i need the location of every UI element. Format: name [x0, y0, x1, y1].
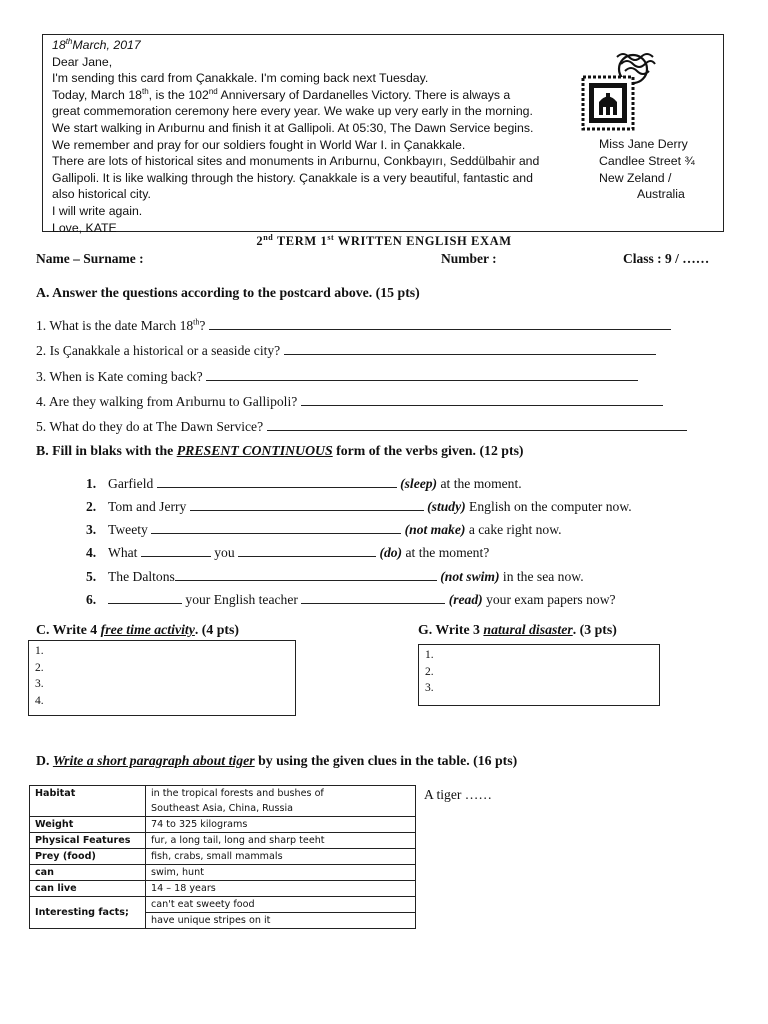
question-4: 4. Are they walking from Arıburnu to Gallipoli? [36, 393, 663, 410]
letter-line: Today, March 18th, is the 102nd Anniversary of Dardanelles Victory. There is always a [52, 86, 511, 102]
fill-blank-6a[interactable] [108, 591, 182, 604]
fill-item-6: 6. your English teacher (read) your exam papers now? [86, 592, 616, 607]
table-row [30, 849, 416, 865]
letter-line: Gallipoli. It is like walking through the history. Çanakkale is a very beautiful, fantastic and [52, 170, 533, 185]
answer-blank-5[interactable] [267, 418, 687, 431]
weight-label: Weight [30, 817, 146, 833]
table-row [30, 833, 416, 849]
habitat-value: in the tropical forests and bushes of Southeast Asia, China, Russia [146, 786, 416, 817]
section-c-heading: C. Write 4 free time activity. (4 pts) [36, 622, 239, 637]
number-label: Number : [441, 251, 497, 266]
answer-blank-2[interactable] [284, 342, 656, 355]
list-item: 1. [35, 645, 44, 657]
list-item: 2. [35, 661, 44, 674]
can-label: can [30, 865, 146, 881]
address-line: New Zeland / [599, 170, 672, 185]
address-line: Miss Jane Derry [599, 137, 688, 151]
question-1: 1. What is the date March 18th? [36, 317, 671, 334]
facts-value-1: can't eat sweety food [146, 897, 416, 913]
physical-value: fur, a long tail, long and sharp teeht [146, 833, 416, 849]
list-item: 2. [425, 665, 434, 678]
postage-stamp-icon [577, 47, 657, 135]
prey-label: Prey (food) [30, 849, 146, 865]
fill-blank-5[interactable] [175, 568, 437, 581]
class-label: Class : 9 / …… [623, 251, 710, 266]
fill-item-5: 5. The Daltons (not swim) in the sea now. [86, 569, 584, 584]
fill-item-3: 3. Tweety (not make) a cake right now. [86, 522, 562, 537]
letter-line: We remember and pray for our soldiers fought in World War I. in Çanakkale. [52, 137, 466, 152]
fill-item-1: 1. Garfield (sleep) at the moment. [86, 476, 522, 491]
table-row [30, 786, 416, 817]
section-g-heading: G. Write 3 natural disaster. (3 pts) [418, 622, 617, 637]
fill-blank-4a[interactable] [141, 544, 211, 557]
table-row [30, 881, 416, 897]
section-b-heading: B. Fill in blaks with the PRESENT CONTINUOUS form of the verbs given. (12 pts) [36, 443, 524, 458]
letter-line: great commemoration ceremony here every year. We wake up very early in the morning. [52, 104, 533, 119]
question-5: 5. What do they do at The Dawn Service? [36, 418, 687, 435]
answer-blank-4[interactable] [301, 393, 663, 406]
question-2: 2. Is Çanakkale a historical or a seaside city? [36, 342, 656, 359]
address-line: Candlee Street ¾ [599, 153, 695, 168]
postcard-address [599, 136, 695, 203]
list-item: 4. [35, 694, 44, 707]
live-value: 14 – 18 years [146, 881, 416, 897]
letter-line: I'm sending this card from Çanakkale. I'm coming back next Tuesday. [52, 71, 429, 86]
exam-title: 2nd TERM 1st WRITTEN ENGLISH EXAM [256, 232, 512, 248]
fill-blank-6b[interactable] [301, 591, 445, 604]
natural-disaster-answer-box[interactable] [418, 644, 660, 706]
physical-label: Physical Features [30, 833, 146, 849]
name-surname-label: Name – Surname : [36, 251, 144, 266]
answer-blank-3[interactable] [206, 368, 638, 381]
habitat-label: Habitat [30, 786, 146, 817]
letter-line: I will write again. [52, 203, 143, 218]
weight-value: 74 to 325 kilograms [146, 817, 416, 833]
fill-blank-2[interactable] [190, 498, 424, 511]
list-item: 3. [425, 682, 434, 694]
letter-line: Dear Jane, [52, 54, 113, 69]
address-line: Australia [637, 187, 685, 202]
table-row [30, 865, 416, 881]
letter-line: also historical city. [52, 187, 151, 202]
list-item: 1. [425, 649, 434, 661]
can-value: swim, hunt [146, 865, 416, 881]
letter-line: Love, KATE [52, 220, 117, 235]
tiger-paragraph-start[interactable]: A tiger …… [424, 787, 492, 802]
question-3: 3. When is Kate coming back? [36, 368, 638, 385]
facts-value-2: have unique stripes on it [146, 913, 416, 929]
letter-line: There are lots of historical sites and monuments in Arıburnu, Conkbayırı, Seddülbahir and [52, 154, 540, 169]
fill-item-2: 2. Tom and Jerry (study) English on the computer now. [86, 499, 632, 514]
prey-value: fish, crabs, small mammals [146, 849, 416, 865]
live-label: can live [30, 881, 146, 897]
fill-blank-1[interactable] [157, 475, 397, 488]
section-a-heading: A. Answer the questions according to the postcard above. (15 pts) [36, 285, 420, 300]
free-time-answer-box[interactable] [28, 640, 296, 716]
facts-label: Interesting facts; [30, 897, 146, 929]
table-row [30, 897, 416, 913]
postcard-letter [52, 37, 572, 236]
section-d-heading: D. Write a short paragraph about tiger by using the given clues in the table. (16 pts) [36, 753, 518, 768]
table-row [30, 817, 416, 833]
fill-blank-4b[interactable] [238, 544, 376, 557]
list-item: 3. [35, 678, 44, 690]
fill-blank-3[interactable] [151, 521, 401, 534]
fill-item-4: 4. What you (do) at the moment? [86, 545, 490, 560]
postcard [42, 34, 724, 235]
postcard-date: 18thMarch, 2017 [52, 36, 141, 52]
letter-line: We start walking in Arıburnu and finish it at Gallipoli. At 05:30, The Dawn Service begins. [52, 120, 534, 135]
answer-blank-1[interactable] [209, 317, 671, 330]
tiger-clues-table [29, 785, 416, 929]
